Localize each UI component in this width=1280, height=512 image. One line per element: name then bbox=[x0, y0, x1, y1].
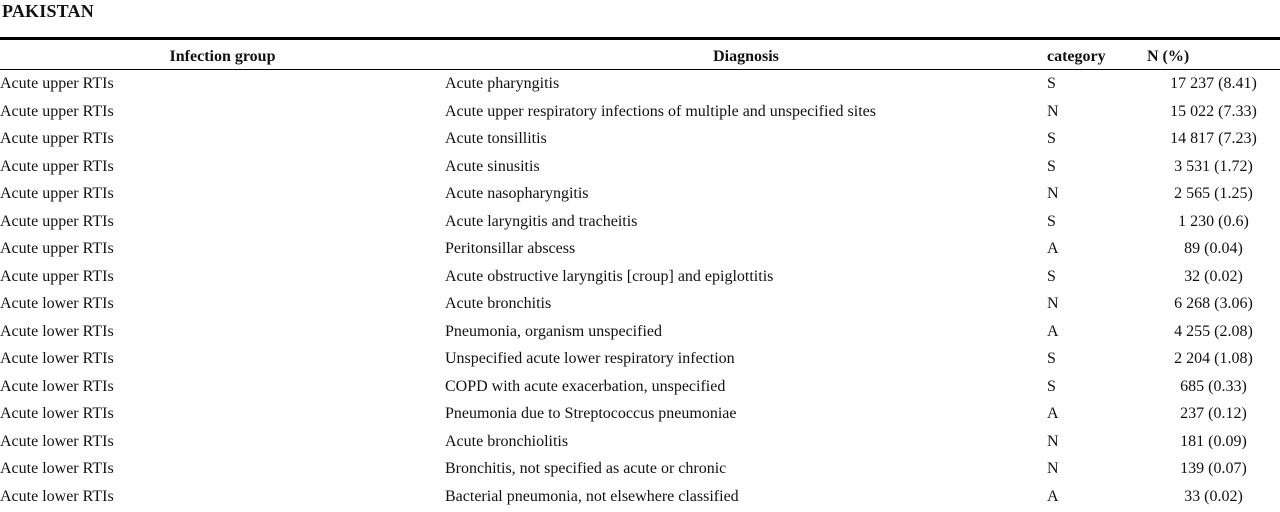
table-row bbox=[0, 373, 1280, 401]
cell-category: S bbox=[1047, 212, 1056, 230]
table-top-rule bbox=[0, 37, 1280, 40]
cell-infection-group: Acute upper RTIs bbox=[0, 212, 114, 230]
header-diagnosis: Diagnosis bbox=[713, 48, 779, 65]
table-row bbox=[0, 345, 1280, 373]
cell-diagnosis: COPD with acute exacerbation, unspecified bbox=[445, 377, 726, 395]
cell-category: S bbox=[1047, 267, 1056, 285]
cell-n-percent: 2 565 (1.25) bbox=[1174, 185, 1253, 202]
cell-n-percent: 3 531 (1.72) bbox=[1174, 157, 1253, 175]
table-row bbox=[0, 483, 1280, 511]
cell-infection-group: Acute lower RTIs bbox=[0, 377, 114, 395]
cell-n-percent: 237 (0.12) bbox=[1180, 405, 1247, 422]
cell-diagnosis: Pneumonia, organism unspecified bbox=[445, 322, 662, 340]
cell-category: N bbox=[1047, 432, 1059, 450]
cell-diagnosis: Bacterial pneumonia, not elsewhere classified bbox=[445, 487, 739, 505]
table-row bbox=[0, 400, 1280, 428]
cell-category: S bbox=[1047, 75, 1056, 92]
cell-category: N bbox=[1047, 460, 1059, 477]
cell-n-percent: 6 268 (3.06) bbox=[1174, 295, 1253, 312]
cell-n-percent: 685 (0.33) bbox=[1180, 377, 1247, 395]
cell-n-percent: 32 (0.02) bbox=[1184, 267, 1243, 285]
cell-diagnosis: Acute bronchiolitis bbox=[445, 432, 569, 450]
cell-infection-group: Acute upper RTIs bbox=[0, 157, 114, 175]
cell-diagnosis: Acute laryngitis and tracheitis bbox=[445, 212, 638, 230]
table-header-row bbox=[0, 44, 1280, 70]
table-row bbox=[0, 428, 1280, 456]
cell-diagnosis: Acute nasopharyngitis bbox=[445, 185, 589, 202]
cell-infection-group: Acute lower RTIs bbox=[0, 295, 114, 312]
table-body bbox=[0, 70, 1280, 510]
table-row bbox=[0, 98, 1280, 126]
table-row bbox=[0, 235, 1280, 263]
cell-infection-group: Acute lower RTIs bbox=[0, 432, 114, 450]
table-row bbox=[0, 263, 1280, 291]
cell-diagnosis: Acute bronchitis bbox=[445, 295, 552, 312]
cell-diagnosis: Acute upper respiratory infections of multiple and unspecified sites bbox=[445, 102, 876, 120]
cell-n-percent: 33 (0.02) bbox=[1184, 487, 1243, 505]
cell-infection-group: Acute upper RTIs bbox=[0, 185, 114, 202]
cell-infection-group: Acute upper RTIs bbox=[0, 75, 114, 92]
cell-infection-group: Acute lower RTIs bbox=[0, 322, 114, 340]
cell-n-percent: 89 (0.04) bbox=[1184, 240, 1243, 257]
cell-category: N bbox=[1047, 295, 1059, 312]
cell-category: S bbox=[1047, 350, 1056, 367]
cell-diagnosis: Unspecified acute lower respiratory infection bbox=[445, 350, 735, 367]
cell-n-percent: 139 (0.07) bbox=[1180, 460, 1247, 477]
cell-diagnosis: Acute sinusitis bbox=[445, 157, 540, 175]
cell-diagnosis: Acute tonsillitis bbox=[445, 130, 547, 147]
cell-infection-group: Acute lower RTIs bbox=[0, 487, 114, 505]
table-row bbox=[0, 125, 1280, 153]
table-row bbox=[0, 70, 1280, 98]
cell-category: N bbox=[1047, 102, 1059, 120]
cell-category: A bbox=[1047, 322, 1059, 340]
cell-category: A bbox=[1047, 405, 1059, 422]
cell-infection-group: Acute upper RTIs bbox=[0, 102, 114, 120]
cell-category: S bbox=[1047, 130, 1056, 147]
diagnosis-table bbox=[0, 44, 1280, 510]
cell-infection-group: Acute upper RTIs bbox=[0, 267, 114, 285]
cell-category: S bbox=[1047, 157, 1056, 175]
cell-n-percent: 2 204 (1.08) bbox=[1174, 350, 1253, 367]
cell-diagnosis: Acute pharyngitis bbox=[445, 75, 560, 92]
table-row bbox=[0, 153, 1280, 181]
cell-diagnosis: Peritonsillar abscess bbox=[445, 240, 576, 257]
cell-category: A bbox=[1047, 240, 1059, 257]
table-row bbox=[0, 290, 1280, 318]
table-row bbox=[0, 455, 1280, 483]
cell-infection-group: Acute lower RTIs bbox=[0, 350, 114, 367]
cell-infection-group: Acute lower RTIs bbox=[0, 405, 114, 422]
cell-n-percent: 17 237 (8.41) bbox=[1170, 75, 1257, 92]
cell-diagnosis: Acute obstructive laryngitis [croup] and epiglottitis bbox=[445, 267, 774, 285]
cell-infection-group: Acute upper RTIs bbox=[0, 240, 114, 257]
cell-infection-group: Acute upper RTIs bbox=[0, 130, 114, 147]
header-n-percent: N (%) bbox=[1147, 48, 1190, 65]
cell-category: N bbox=[1047, 185, 1059, 202]
header-category: category bbox=[1047, 48, 1106, 65]
cell-category: A bbox=[1047, 487, 1059, 505]
table-row bbox=[0, 318, 1280, 346]
cell-category: S bbox=[1047, 377, 1056, 395]
table-row bbox=[0, 208, 1280, 236]
cell-n-percent: 4 255 (2.08) bbox=[1174, 322, 1253, 340]
cell-n-percent: 1 230 (0.6) bbox=[1178, 212, 1249, 230]
cell-diagnosis: Pneumonia due to Streptococcus pneumoniae bbox=[445, 405, 737, 422]
cell-infection-group: Acute lower RTIs bbox=[0, 460, 114, 477]
header-infection-group: Infection group bbox=[169, 48, 276, 65]
page-title: PAKISTAN bbox=[2, 1, 94, 21]
cell-n-percent: 14 817 (7.23) bbox=[1170, 130, 1257, 147]
cell-n-percent: 15 022 (7.33) bbox=[1170, 102, 1257, 120]
table-row bbox=[0, 180, 1280, 208]
cell-n-percent: 181 (0.09) bbox=[1180, 432, 1247, 450]
cell-diagnosis: Bronchitis, not specified as acute or chronic bbox=[445, 460, 727, 477]
